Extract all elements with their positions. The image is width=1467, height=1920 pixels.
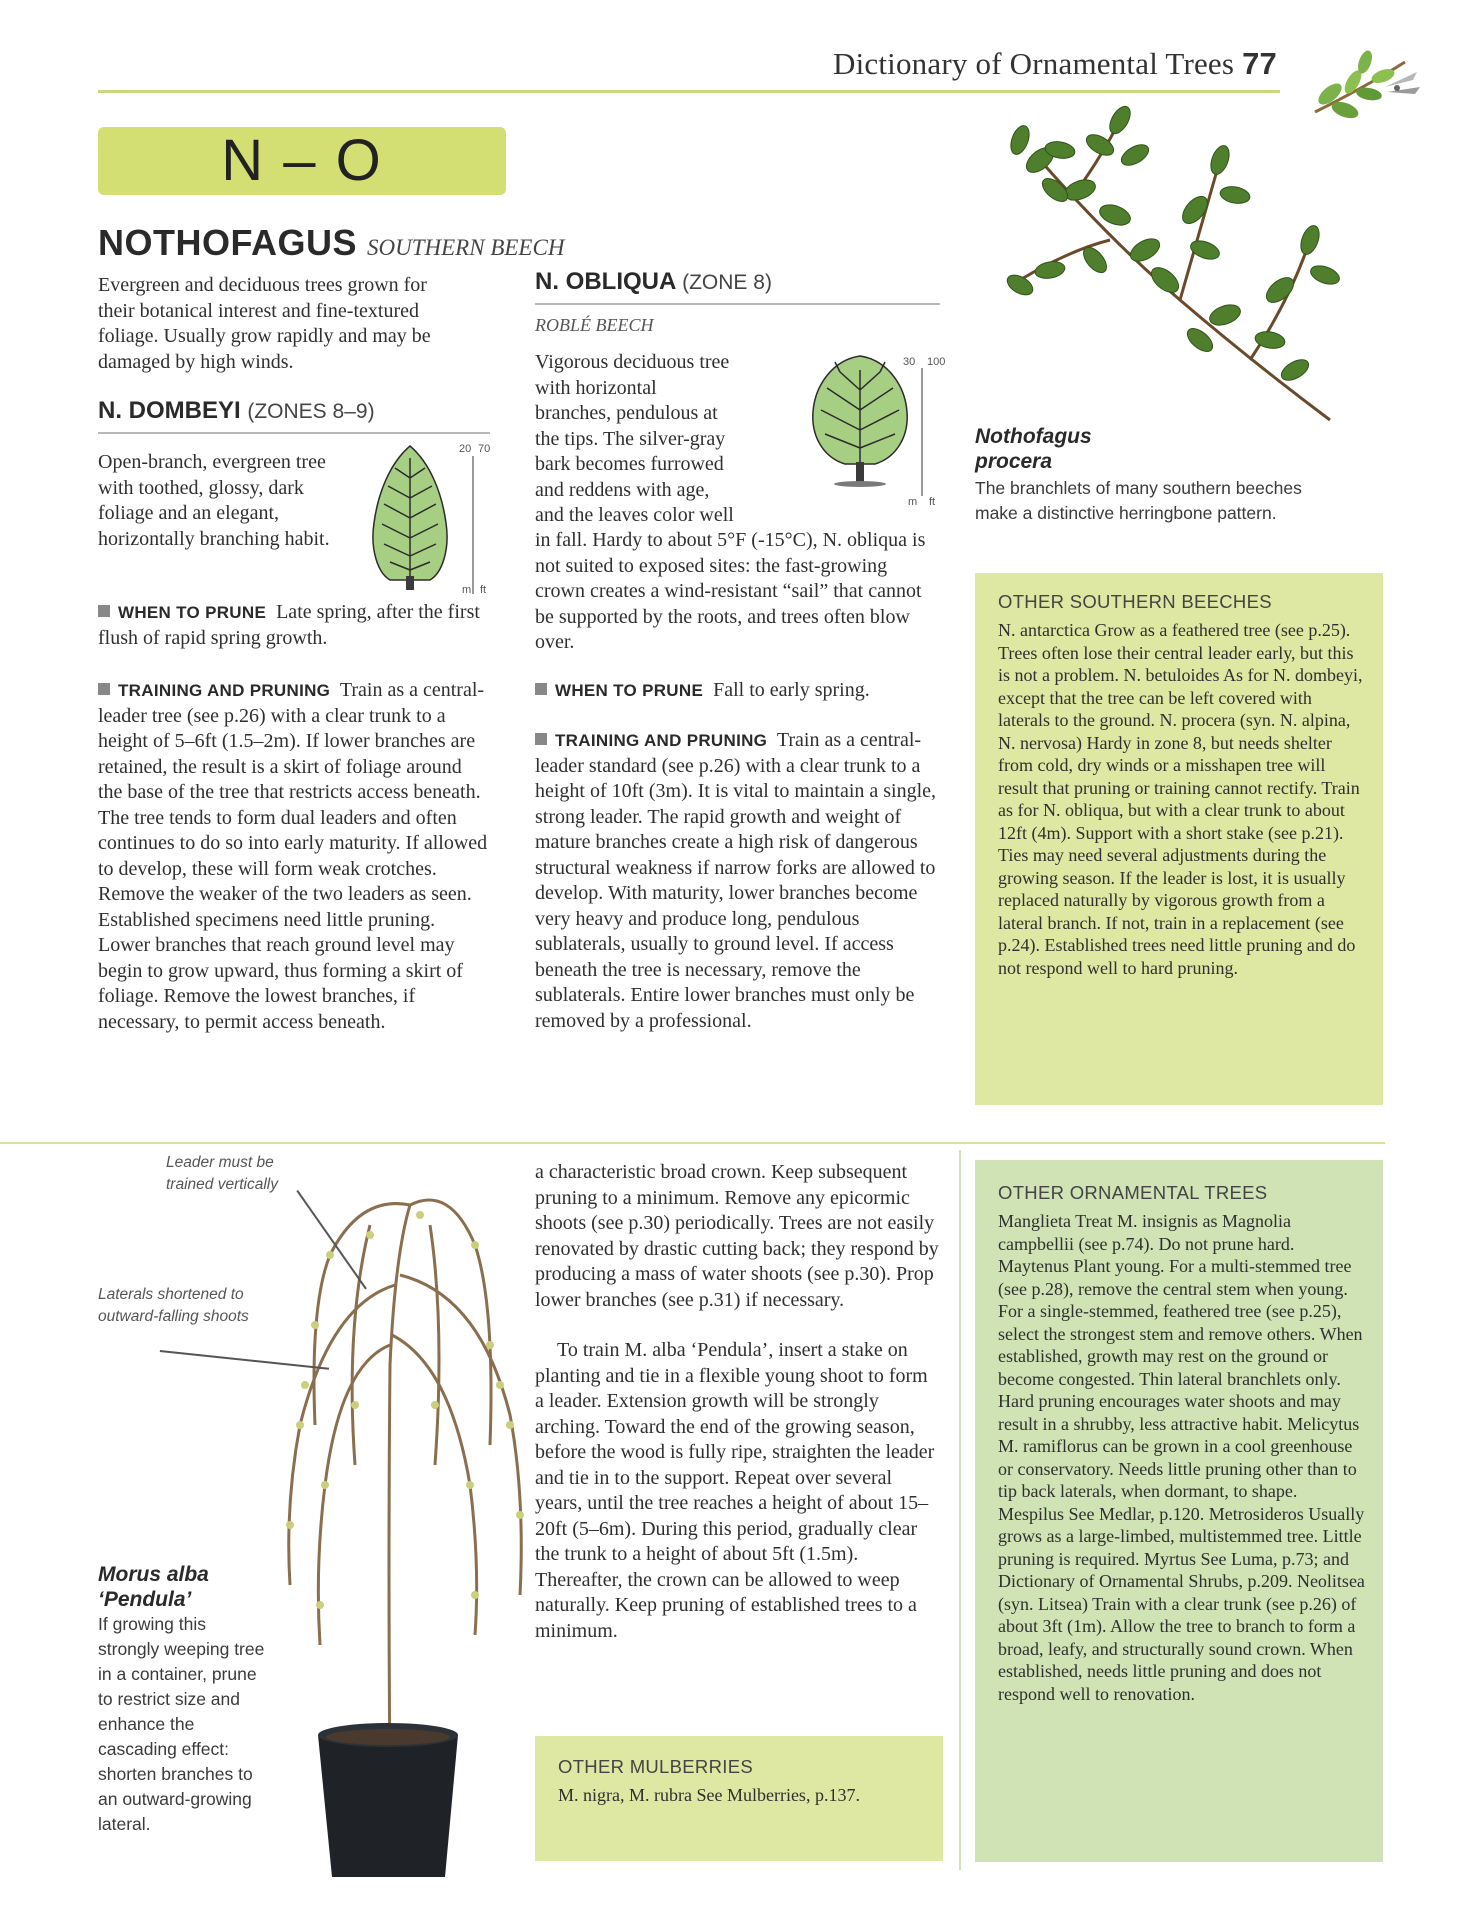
- genus-common-name: SOUTHERN BEECH: [367, 235, 565, 260]
- other-mulberries-title: OTHER MULBERRIES: [558, 1756, 753, 1777]
- morus-text-p2: To train M. alba ‘Pendula’, insert a stake on planting and tie in a flexible young shoot to form a leader. Extension growth will be strongly arching. Toward the end of the growing season, before the wood is fully ripe, straighten the leader and tie in to the support. Repeat over several years, until the tree reaches a height of about 15–20ft (5–6m). During this period, gradually clear the trunk to a height of about 5ft (1.5m). Thereafter, the crown can be allowed to weep naturally. Keep pruning of established trees to a minimum.: [535, 1339, 935, 1642]
- obliqua-scale-bar: [921, 368, 923, 496]
- training-label: TRAINING AND PRUNING: [118, 681, 331, 700]
- other-southern-beeches-text: N. antarctica Grow as a feathered tree (see p.25). Trees often lose their central leader early, but this is not a problem. N. betuloides As for N. dombeyi, except that the tree can be left covered with laterals to the ground. N. procera (syn. N. alpina, N. nervosa) Hardy in zone 8, but needs shelter from cold, dry winds or a misshapen tree will result that pruning or training cannot rectify. Train as for N. obliqua, but with a clear trunk to about 12ft (4m). Support with a short stake (see p.21). Ties may need several adjustments during the growing season. If the leader is lost, it is usually replaced naturally by vigorous growth from a lateral branch. If not, train in a replacement (see p.24). Established trees need little pruning and do not respond well to hard pruning.: [998, 620, 1363, 978]
- other-mulberries-text: M. nigra, M. rubra See Mulberries, p.137.: [558, 1785, 860, 1805]
- other-mulberries-box: [535, 1736, 943, 1861]
- header-rule: [98, 90, 1280, 93]
- section-divider: [0, 1142, 1385, 1144]
- procera-caption-title-line2: procera: [975, 450, 1053, 473]
- obliqua-scale-m: 30: [903, 356, 916, 368]
- obliqua-silhouette: [805, 350, 915, 490]
- obliqua-heading: [535, 268, 772, 296]
- other-ornamental-trees-box: [975, 1160, 1383, 1862]
- obliqua-description-top: [535, 350, 785, 529]
- procera-caption-text: The branchlets of many southern beeches make a distinctive herringbone pattern.: [975, 478, 1302, 523]
- obliqua-line: the tips. The silver-gray: [535, 427, 726, 450]
- obliqua-line: branches, pendulous at: [535, 402, 718, 424]
- genus-name: NOTHOFAGUS: [98, 222, 358, 263]
- dombeyi-rule: [98, 432, 490, 434]
- dombeyi-scale-ft: 70: [478, 443, 491, 455]
- when-to-prune-text: Fall to early spring.: [713, 679, 870, 701]
- laterals-annotation: Laterals shortened to outward-falling shoots: [98, 1286, 249, 1325]
- bullet-square-icon: [98, 683, 110, 695]
- training-text: Train as a central-leader tree (see p.26) with a clear trunk to a height of 5–6ft (1.5–2m). If lower branches are retained, the result is a skirt of foliage around the base of the tree that restricts access beneath. The tree tends to form dual leaders and often continues to do so into early maturity. If allowed to develop, these will form weak crotches. Remove the weaker of the two leaders as seen. Established specimens need little pruning. Lower branches that reach ground level may begin to grow upward, thus forming a skirt of foliage. Remove the lowest branches, if necessary, to permit access beneath.: [98, 679, 488, 1033]
- other-ornamental-trees-text: Manglieta Treat M. insignis as Magnolia campbellii (see p.74). Do not prune hard. Maytenus Plant young. For a multi-stemmed tree (see p.28), remove the central stem when young. For a single-stemmed, feathered tree (see p.25), select the strongest stem and remove others. When established, growth may rest on the ground or become congested. Thin lateral branchlets only. Hard pruning encourages water shoots and may result in a shrubby, less attractive habit. Melicytus M. ramiflorus can be grown in a cool greenhouse or conservatory. Needs little pruning other than to tip back laterals, when dormant, to shape. Mespilus See Medlar, p.120. Metrosideros Usually grows as a large-limbed, multistemmed tree. Little pruning is required. Myrtus See Luma, p.73; and Dictionary of Ornamental Shrubs, p.209. Neolitsea (syn. Litsea) Train with a clear trunk (see p.26) of about 3ft (1m). Allow the tree to branch to form a broad, leafy, and structurally sound crown. When established, needs little pruning and does not respond well to renovation.: [998, 1211, 1365, 1704]
- dombeyi-description: Open-branch, evergreen tree with toothed, glossy, dark foliage and an elegant, horizontally branching habit.: [98, 451, 330, 550]
- dombeyi-scale-m-unit: m: [462, 584, 472, 596]
- when-to-prune-text: Late spring, after the first flush of rapid spring growth.: [98, 601, 480, 649]
- obliqua-line: and reddens with age,: [535, 478, 710, 501]
- other-southern-beeches-title: OTHER SOUTHERN BEECHES: [998, 591, 1272, 612]
- morus-caption-title-line1: Morus alba: [98, 1563, 209, 1586]
- when-to-prune-label: WHEN TO PRUNE: [118, 603, 267, 622]
- obliqua-scale-ft-unit: ft: [929, 496, 936, 508]
- dombeyi-training: [98, 678, 490, 1035]
- training-label: TRAINING AND PRUNING: [555, 731, 768, 750]
- obliqua-scale-ft: 100: [927, 356, 946, 368]
- dombeyi-scale-bar: [472, 456, 474, 594]
- obliqua-rule: [535, 303, 940, 305]
- obliqua-scale-m-unit: m: [908, 496, 918, 508]
- genus-intro: Evergreen and deciduous trees grown for their botanical interest and fine-textured foliage. Usually grow rapidly and may be damaged by high winds.: [98, 274, 431, 373]
- column-divider: [959, 1150, 961, 1870]
- running-title: Dictionary of Ornamental Trees: [832, 46, 1235, 81]
- morus-caption-title-line2: ‘Pendula’: [98, 1588, 192, 1611]
- obliqua-zone: (ZONE 8): [682, 271, 772, 294]
- other-southern-beeches-box: [975, 573, 1383, 1105]
- when-to-prune-label: WHEN TO PRUNE: [555, 681, 704, 700]
- leader-annotation: Leader must be trained vertically: [166, 1154, 278, 1193]
- obliqua-description-rest: in fall. Hardy to about 5°F (-15°C), N. obliqua is not suited to exposed sites: the fast-growing crown creates a wind-resistant “sail” that cannot be supported by the roots, and trees often blow over.: [535, 529, 926, 653]
- page-number: 77: [1242, 46, 1277, 81]
- obliqua-line: Vigorous deciduous tree: [535, 351, 730, 373]
- dombeyi-zone: (ZONES 8–9): [247, 400, 375, 423]
- morus-text-p1: a characteristic broad crown. Keep subsequent pruning to a minimum. Remove any epicormic shoots (see p.30) periodically. Trees are not easily renovated by drastic cutting back; they respond by producing a mass of water shoots (see p.30). Prop lower branches (see p.31) if necessary.: [535, 1161, 939, 1311]
- obliqua-common-name: ROBLÉ BEECH: [535, 315, 654, 335]
- other-ornamental-trees-title: OTHER ORNAMENTAL TREES: [998, 1182, 1268, 1203]
- bullet-square-icon: [535, 683, 547, 695]
- dombeyi-silhouette: [360, 438, 460, 598]
- genus-heading: [98, 222, 564, 264]
- running-head: [833, 46, 1277, 82]
- obliqua-line: with horizontal: [535, 376, 657, 399]
- morus-alba-pendula-image: [270, 1165, 540, 1885]
- obliqua-when-to-prune: [535, 678, 940, 704]
- bullet-square-icon: [535, 733, 547, 745]
- bullet-square-icon: [98, 605, 110, 617]
- dombeyi-scale-ft-unit: ft: [480, 584, 487, 596]
- obliqua-training: [535, 728, 940, 1034]
- dombeyi-when-to-prune: [98, 600, 490, 651]
- procera-caption-title: [975, 424, 1175, 474]
- dombeyi-heading: [98, 397, 375, 425]
- obliqua-name: N. OBLIQUA: [535, 268, 676, 295]
- procera-caption-title-line1: Nothofagus: [975, 425, 1092, 448]
- dombeyi-name: N. DOMBEYI: [98, 397, 241, 424]
- obliqua-line: and the leaves color well: [535, 504, 734, 526]
- obliqua-line: bark becomes furrowed: [535, 453, 724, 475]
- dombeyi-scale-m: 20: [459, 443, 472, 455]
- training-text: Train as a central-leader standard (see p.26) with a clear trunk to a height of 10ft (3m). It is vital to maintain a single, strong leader. The rapid growth and weight of mature branches create a high risk of dangerous structural weakness if narrow forks are allowed to develop. With maturity, lower branches become very heavy and produce long, pendulous sublaterals, usually to ground level. If access beneath the tree is necessary, remove the sublaterals. Entire lower branches must only be removed by a professional.: [535, 729, 937, 1032]
- morus-caption-text: If growing this strongly weeping tree in a container, prune to restrict size and enhance the cascading effect: shorten branches to an outward-growing lateral.: [98, 1614, 265, 1834]
- section-tab-label: N – O: [221, 128, 383, 193]
- section-tab: [98, 127, 506, 195]
- nothofagus-procera-branch-image: [950, 100, 1370, 430]
- morus-caption-title: [98, 1562, 298, 1612]
